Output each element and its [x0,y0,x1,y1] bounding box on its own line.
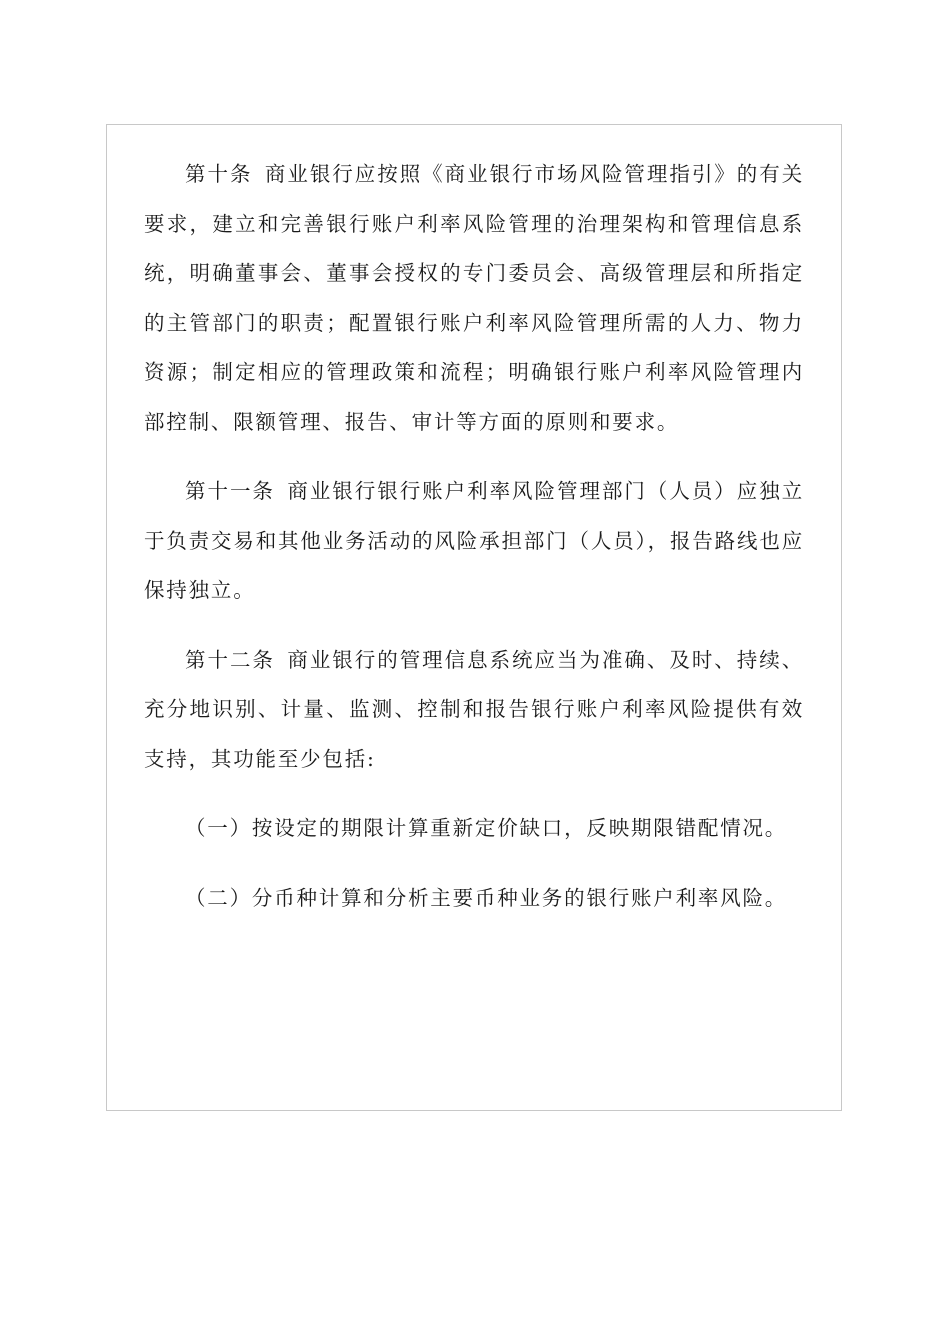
article-10-text: 商业银行应按照《商业银行市场风险管理指引》的有关要求，建立和完善银行账户利率风险管理的治理架构和管理信息系统，明确董事会、董事会授权的专门委员会、高级管理层和所指定的主管部门的职责；配置银行账户利率风险管理所需的人力、物力资源；制定相应的管理政策和流程；明确银行账户利率风险管理内部控制、限额管理、报告、审计等方面的原则和要求。 [144,162,805,434]
list-item-1-text: （一）按设定的期限计算重新定价缺口，反映期限错配情况。 [185,816,788,840]
document-body [144,150,804,923]
article-12-heading: 第十二条 [185,647,275,672]
list-item-1 [144,804,804,854]
article-11-text: 商业银行银行账户利率风险管理部门（人员）应独立于负责交易和其他业务活动的风险承担部门（人员），报告路线也应保持独立。 [144,479,804,602]
article-11-heading: 第十一条 [185,479,275,503]
article-11-paragraph [144,467,804,616]
list-item-2 [144,874,804,924]
article-10-paragraph [144,150,804,447]
list-item-2-text: （二）分币种计算和分析主要币种业务的银行账户利率风险。 [185,885,788,910]
article-12-paragraph [144,636,804,785]
article-10-heading: 第十条 [185,162,253,186]
article-12-text: 商业银行的管理信息系统应当为准确、及时、持续、充分地识别、计量、监测、控制和报告银行账户利率风险提供有效支持，其功能至少包括: [144,647,804,771]
